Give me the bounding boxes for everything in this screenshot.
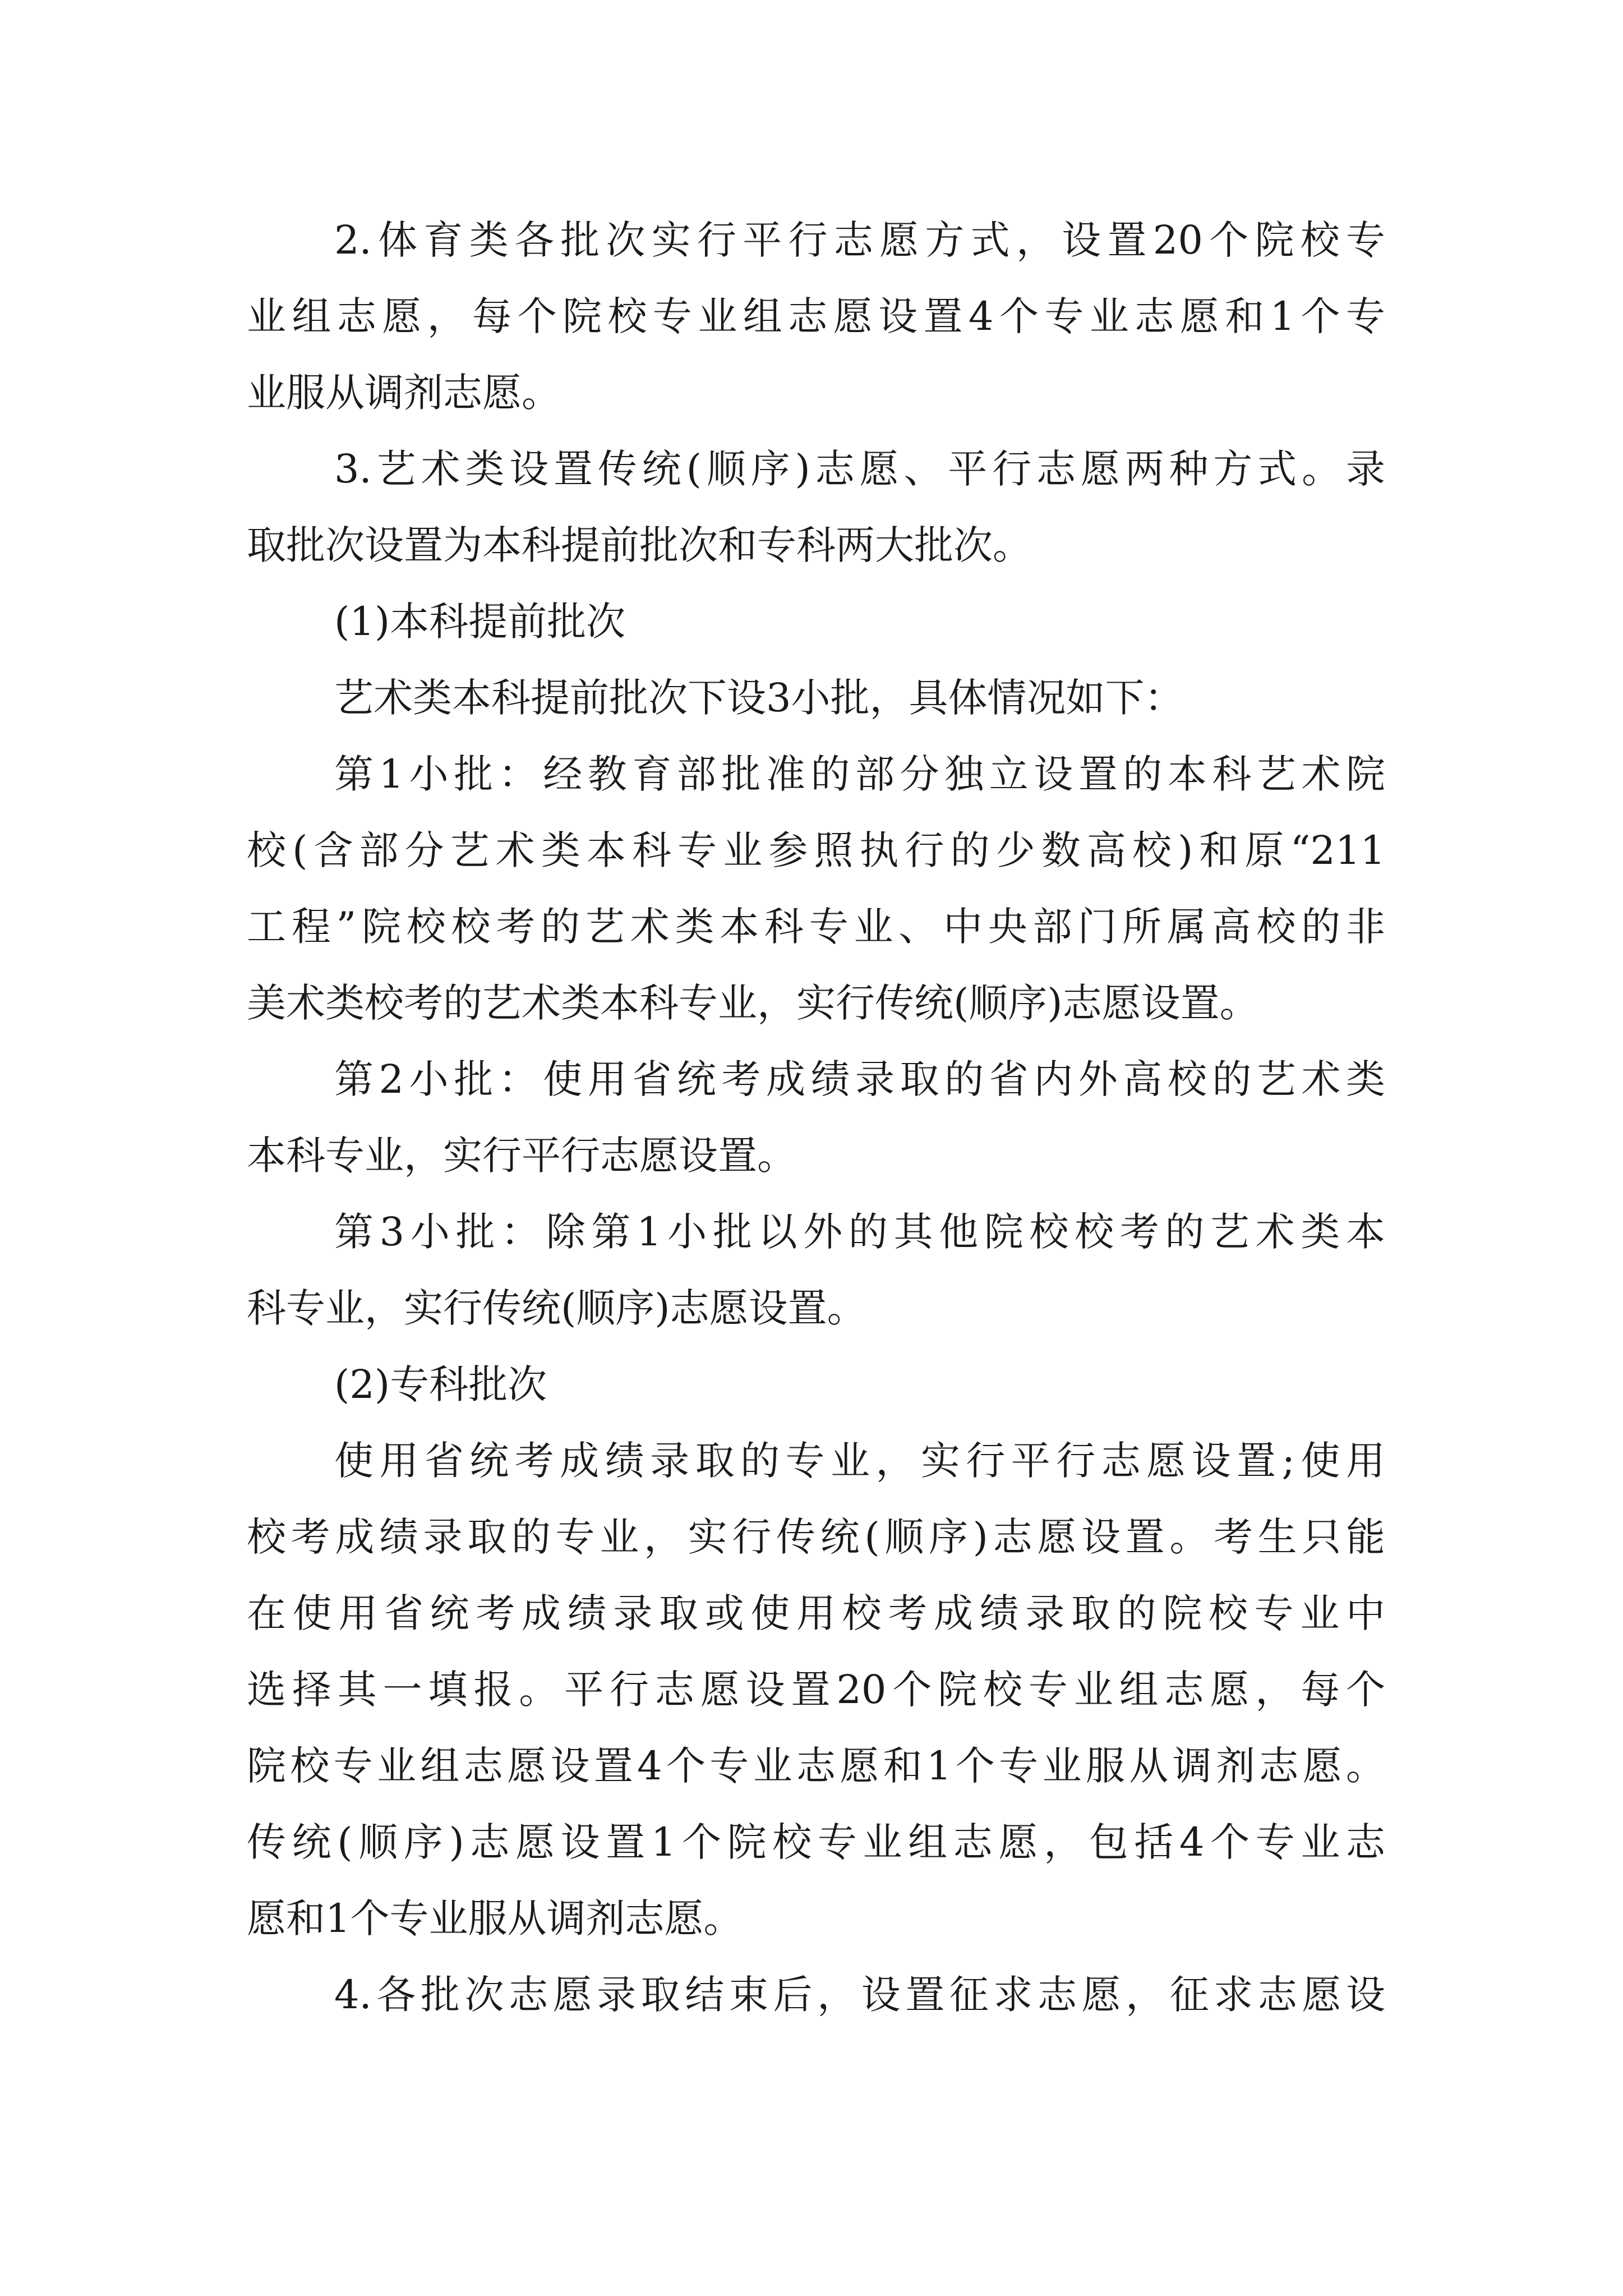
paragraph-line: 4.各批次志愿录取结束后，设置征求志愿，征求志愿设 — [334, 1972, 1385, 2018]
paragraph-line: 第1小批：经教育部批准的部分独立设置的本科艺术院 — [334, 751, 1385, 797]
paragraph-line: 使用省统考成绩录取的专业，实行平行志愿设置;使用 — [334, 1438, 1385, 1484]
paragraph-line: 愿和1个专业服从调剂志愿。 — [247, 1895, 743, 1941]
paragraph-line: 2.体育类各批次实行平行志愿方式，设置20个院校专 — [334, 217, 1385, 263]
paragraph-line: 工程”院校校考的艺术类本科专业、中央部门所属高校的非 — [247, 904, 1385, 950]
paragraph-line: 第3小批：除第1小批以外的其他院校校考的艺术类本 — [334, 1209, 1385, 1255]
paragraph-line: 美术类校考的艺术类本科专业，实行传统(顺序)志愿设置。 — [247, 980, 1259, 1026]
paragraph-line: 业服从调剂志愿。 — [247, 370, 561, 416]
section-heading: (2)专科批次 — [334, 1361, 547, 1407]
paragraph-line: 取批次设置为本科提前批次和专科两大批次。 — [247, 522, 1032, 568]
paragraph-line: 业组志愿，每个院校专业组志愿设置4个专业志愿和1个专 — [247, 293, 1385, 339]
paragraph-line: 院校专业组志愿设置4个专业志愿和1个专业服从调剂志愿。 — [247, 1743, 1385, 1789]
paragraph-line: 在使用省统考成绩录取或使用校考成绩录取的院校专业中 — [247, 1590, 1385, 1636]
paragraph-line: 校考成绩录取的专业，实行传统(顺序)志愿设置。考生只能 — [247, 1514, 1385, 1560]
body-text — [247, 202, 1385, 2033]
paragraph-line: 3.艺术类设置传统(顺序)志愿、平行志愿两种方式。录 — [334, 446, 1385, 492]
paragraph-line: 传统(顺序)志愿设置1个院校专业组志愿，包括4个专业志 — [247, 1819, 1385, 1865]
paragraph-line: 校(含部分艺术类本科专业参照执行的少数高校)和原“211 — [247, 827, 1385, 873]
section-heading: (1)本科提前批次 — [334, 599, 626, 645]
paragraph-line: 选择其一填报。平行志愿设置20个院校专业组志愿，每个 — [247, 1667, 1385, 1713]
paragraph-line: 艺术类本科提前批次下设3小批，具体情况如下： — [334, 675, 1184, 721]
paragraph-line: 科专业，实行传统(顺序)志愿设置。 — [247, 1285, 866, 1331]
paragraph-line: 本科专业，实行平行志愿设置。 — [247, 1133, 796, 1179]
paragraph-line: 第2小批：使用省统考成绩录取的省内外高校的艺术类 — [334, 1056, 1385, 1102]
